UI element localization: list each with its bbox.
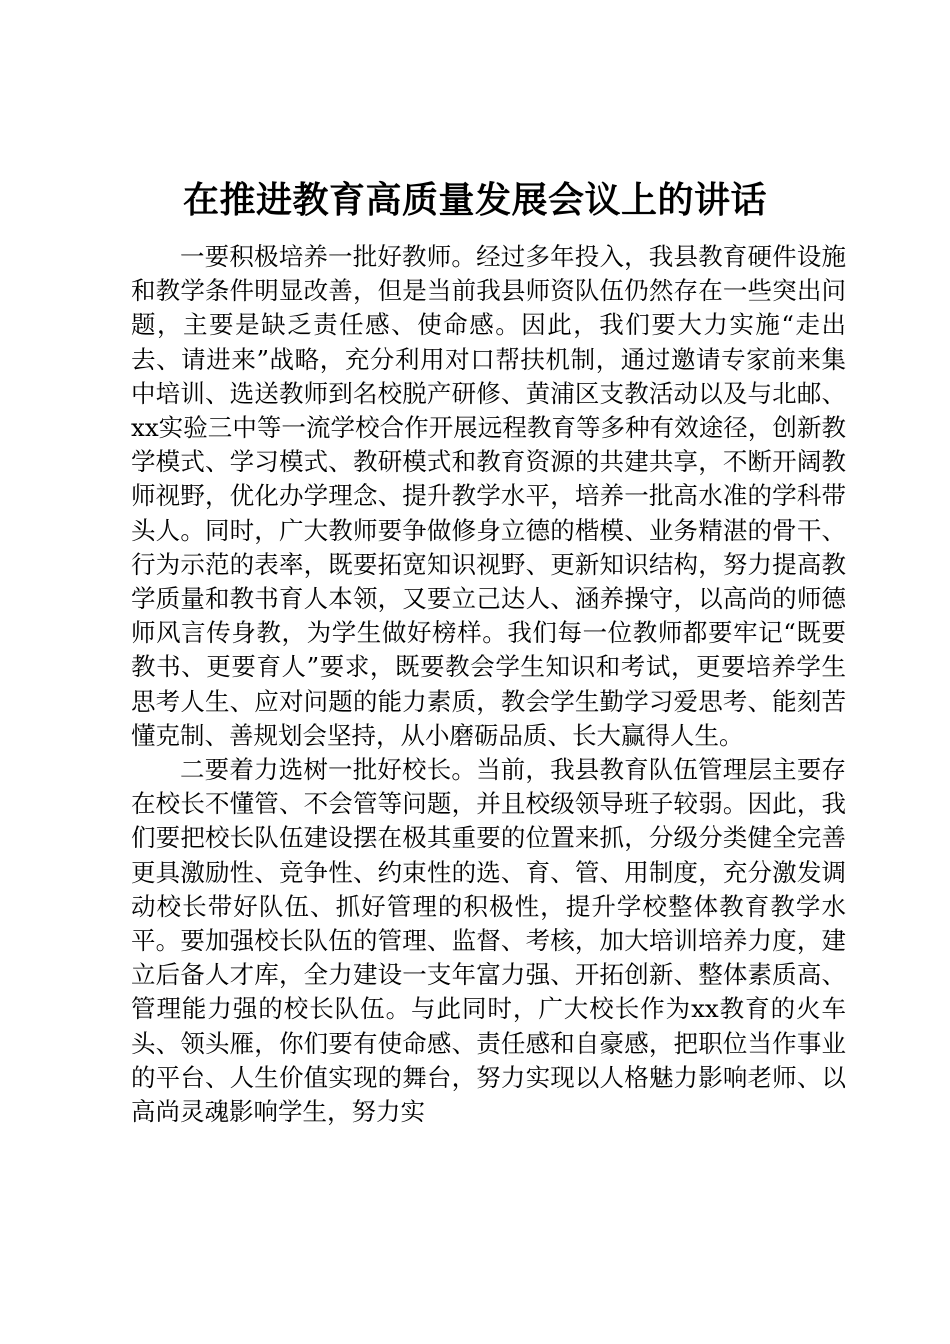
- document-body: [131, 240, 846, 1129]
- paragraph-principals: 二要着力选树一批好校长。当前，我县教育队伍管理层主要存在校长不懂管、不会管等问题，并且校级领导班子较弱。因此，我们要把校长队伍建设摆在极其重要的位置来抓，分级分类健全完善更具激励性、竞争性、约束性的选、育、管、用制度，充分激发调动校长带好队伍、抓好管理的积极性，提升学校整体教育教学水平。要加强校长队伍的管理、监督、考核，加大培训培养力度，建立后备人才库，全力建设一支年富力强、开拓创新、整体素质高、管理能力强的校长队伍。与此同时，广大校长作为xx教育的火车头、领头雁，你们要有使命感、责任感和自豪感，把职位当作事业的平台、人生价值实现的舞台，努力实现以人格魅力影响老师、以高尚灵魂影响学生，努力实: [131, 755, 846, 1127]
- page-title: 在推进教育高质量发展会议上的讲话: [182, 179, 767, 221]
- paragraph-teachers: 一要积极培养一批好教师。经过多年投入，我县教育硬件设施和教学条件明显改善，但是当前我县师资队伍仍然存在一些突出问题，主要是缺乏责任感、使命感。因此，我们要大力实施“走出去、请进来”战略，充分利用对口帮扶机制，通过邀请专家前来集中培训、选送教师到名校脱产研修、黄浦区支教活动以及与北邮、xx实验三中等一流学校合作开展远程教育等多种有效途径，创新教学模式、学习模式、教研模式和教育资源的共建共享，不断开阔教师视野，优化办学理念、提升教学水平，培养一批高水准的学科带头人。同时，广大教师要争做修身立德的楷模、业务精湛的骨干、行为示范的表率，既要拓宽知识视野、更新知识结构，努力提高教学质量和教书育人本领，又要立己达人、涵养操守，以高尚的师德师风言传身教，为学生做好榜样。我们每一位教师都要牢记“既要教书、更要育人”要求，既要教会学生知识和考试，更要培养学生思考人生、应对问题的能力素质，教会学生勤学习爱思考、能刻苦懂克制、善规划会坚持，从小磨砺品质、长大赢得人生。: [131, 242, 846, 750]
